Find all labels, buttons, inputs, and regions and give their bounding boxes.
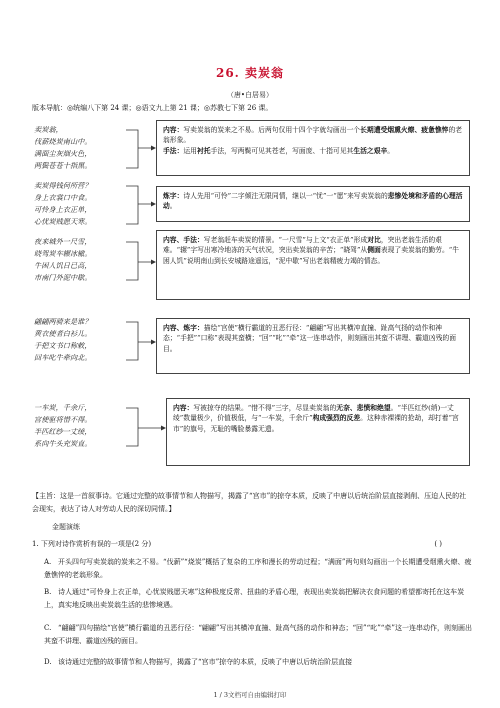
poem-line: 伐薪烧炭南山中。	[34, 137, 92, 146]
version-navigation: 版本导航：◎统编八下第 24 课；◎语文九上第 21 课；◎苏教七下第 26 课。	[32, 104, 273, 112]
option-d: D. 该诗通过完整的故事情节和人物描写，揭露了“宫市”掠夺的本质，反映了中唐以后统治阶层直接	[44, 658, 353, 666]
poem-line: 翩翩两骑来是谁？	[34, 317, 92, 326]
poem-line: 牛困人饥日已高，	[34, 261, 92, 270]
question-stem: 1. 下列对诗作赏析有误的一项是(2 分)	[32, 540, 152, 548]
poem-line: 黄衣使者白衫儿。	[34, 329, 92, 338]
poem-line: 卖炭翁，	[34, 125, 63, 134]
option-a: A. 开头四句写卖炭翁的炭来之不易。“伐薪”“烧炭”概括了复杂的工序和漫长的劳动过程；“满面”两句则勾画出一个长期遭受烟熏火燎、疲惫憔悴的老翁形象。	[44, 558, 472, 579]
poem-line: 宫使驱将惜不得。	[34, 415, 92, 424]
connector-3	[126, 242, 154, 280]
theme-summary: 【主旨：这是一首叙事诗。它通过完整的故事情节和人物描写，揭露了“宫市”的掠夺本质，反映了中唐以后统治阶层直接剥削、压迫人民的社会现实，表达了诗人对劳动人民的深切同情。】	[32, 492, 467, 513]
note-content-technique: 内容、手法：写老翁赶车卖炭的情景。“一尺雪”与上文“衣正单”形成对比，突出老翁生活的艰难。“辗”字写出寒冷地冻的天气状况，突出卖炭翁的辛苦；“晓驾”从侧面表现了卖炭翁的勤劳。“牛困人饥”说明南山到长安城路途遥远，“泥中歇”写出老翁精疲力竭的情态。	[163, 236, 460, 265]
question-1	[32, 538, 472, 551]
poem-line: 手把文书口称敕，	[34, 341, 92, 350]
arrowhead	[151, 146, 156, 151]
page-footer: 1 / 3文档可自由编辑打印	[213, 691, 287, 699]
poem-line: 夜来城外一尺雪，	[34, 237, 92, 246]
connector-5	[126, 408, 164, 446]
note-content: 内容：写被掠夺的结果。“惜不得”三字，尽显卖炭翁的无奈、悲愤和绝望。“半匹红纱(绡)一丈绫”数量极少，价值极低，与“一车炭，千余斤”构成强烈的反差。这种赤裸裸的抢劫，却打着“宫市”的旗号，无耻的嘴脸暴露无遗。	[173, 404, 459, 433]
poem-line: 可怜身上衣正单，	[34, 205, 92, 214]
poem-author: （唐•白居易）	[226, 91, 274, 99]
poem-line: 晓驾炭车辗冰辙。	[34, 249, 92, 258]
option-b: B. 诗人通过“可怜身上衣正单，心忧炭贱愿天寒”这种极度反常、扭曲的矛盾心理，表现出卖炭翁把解决衣食问题的希望都寄托在这车炭上，真实地反映出卖炭翁生活的悲惨境遇。	[44, 588, 465, 609]
connector-4	[126, 322, 154, 360]
poem-line: 市南门外泥中歇。	[34, 273, 92, 282]
exercise-heading: 金题演练	[52, 523, 80, 531]
poem-line: 半匹红纱一丈绫，	[34, 427, 92, 436]
option-c: C. “翩翩”四句描绘“宫使”横行霸道的丑恶行径：“翩翩”写出其横冲直撞、趾高气扬的动作和神态；“回”“叱”“牵”这一连串动作，则刻画出其蛮不讲理、霸道凶残的面目。	[44, 624, 472, 645]
connector-2	[126, 186, 154, 224]
poem-line: 回车叱牛牵向北。	[34, 353, 92, 362]
arrowhead	[151, 340, 156, 345]
poem-title: 26. 卖炭翁	[215, 66, 285, 80]
answer-paren: ( )	[434, 540, 442, 548]
poem-line: 一车炭，千余斤，	[34, 403, 92, 412]
poem-line: 身上衣裳口中食。	[34, 193, 92, 202]
note-content: 内容：写卖炭翁的炭来之不易。后两句仅用十四个字就勾画出一个长期遭受烟熏火燎、疲惫憔悴的老翁形象。	[163, 126, 463, 145]
poem-line: 心忧炭贱愿天寒。	[34, 217, 92, 226]
poem-line: 系向牛头充炭直。	[34, 439, 92, 448]
arrowhead	[151, 260, 156, 265]
note-technique: 手法：运用衬托手法，写两鬓可见其苍老，写面庞、十指可见其生活之艰辛。	[163, 146, 395, 155]
arrowhead	[161, 426, 166, 431]
note-wording: 炼字：诗人先用“可怜”二字倾注无限同情，继以一“忧”一“愿”来写卖炭翁的悲惨处境和矛盾的心理活动。	[163, 192, 463, 211]
poem-line: 满面尘灰烟火色，	[34, 149, 92, 158]
note-content-wording: 内容、炼字：描绘“宫使”横行霸道的丑恶行径：“翩翩”写出其横冲直撞、趾高气扬的动作和神态；“手把”“口称”表现其蛮横；“回”“叱”“牵”这一连串动作，则刻画出其蛮不讲理、霸道凶残的面目。	[163, 324, 457, 353]
connector-1	[126, 130, 154, 168]
poem-line: 卖炭得钱何所营？	[34, 181, 92, 190]
arrowhead	[151, 202, 156, 207]
poem-line: 两鬓苍苍十指黑。	[34, 161, 92, 170]
